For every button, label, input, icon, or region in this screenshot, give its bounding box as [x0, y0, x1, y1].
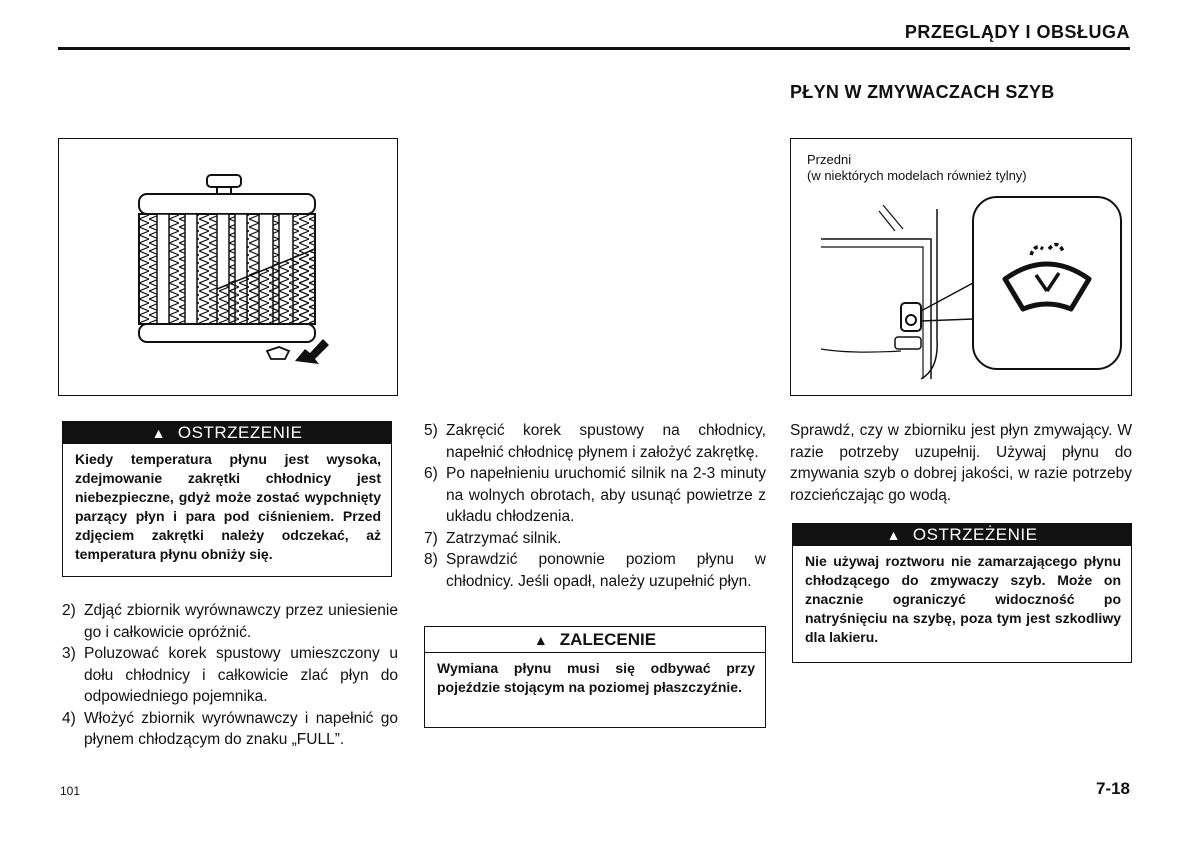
figure-caption-note: (w niektórych modelach również tylny) — [807, 168, 1027, 183]
step-text: Zakręcić korek spustowy na chłodnicy, napełnić chłodnicę płynem i założyć zakrętkę. — [446, 422, 766, 461]
radiator-illustration — [58, 138, 398, 396]
list-item — [62, 643, 398, 708]
step-number: 8) — [424, 551, 438, 568]
list-item — [62, 600, 398, 643]
page-number-left: 101 — [60, 784, 81, 798]
step-text: Poluzować korek spustowy umieszczony u dołu chłodnicy i całkowicie zlać płyn do odpowiedniego pojemnika. — [84, 645, 398, 705]
step-number: 3) — [62, 645, 76, 662]
steps-list-left — [62, 600, 398, 751]
recommendation-label: ZALECENIE — [559, 630, 657, 649]
warning-text: Kiedy temperatura płynu jest wysoka, zdejmowanie zakrętki chłodnicy jest niebezpieczne, gdyż może zostać wypchnięty parzący płyn i para pod ciśnieniem. Przed zdjęciem zakrętki należy odczekać, aż temperatura płynu obniży się. — [75, 451, 381, 562]
step-number: 5) — [424, 422, 438, 439]
warning-triangle-icon: ▲ — [533, 632, 548, 648]
step-text: Po napełnieniu uruchomić silnik na 2-3 minuty na wolnych obrotach, aby usunąć powietrze z układu chłodzenia. — [446, 465, 766, 525]
step-number: 6) — [424, 465, 438, 482]
washer-fluid-paragraph: Sprawdź, czy w zbiorniku jest płyn zmywający. W razie potrzeby uzupełnij. Używaj płynu do zmywania szyb o dobrej jakości, w razie potrzeby rozcieńczając go wodą. — [790, 422, 1132, 504]
header-divider — [58, 47, 1130, 50]
step-text: Sprawdzić ponownie poziom płynu w chłodnicy. Jeśli opadł, należy uzupełnić płyn. — [446, 551, 766, 590]
list-item — [62, 708, 398, 751]
warning-label: OSTRZEŻENIE — [912, 525, 1038, 544]
recommendation-header — [425, 627, 765, 653]
warning-header — [793, 524, 1131, 546]
warning-text: Nie używaj roztworu nie zamarzającego płynu chłodzącego do zmywaczy szyb. Może on znacznie ograniczyć widoczność po natryśnięciu na szybę, poza tym jest szkodliwy dla lakieru. — [805, 553, 1121, 645]
step-number: 2) — [62, 602, 76, 619]
page-number: 7-18 — [1095, 779, 1130, 798]
warning-box-hot-coolant — [62, 421, 392, 577]
washer-reservoir-illustration — [790, 138, 1132, 396]
recommendation-text: Wymiana płynu musi się odbywać przy pojeździe stojącym na poziomej płaszczyźnie. — [437, 660, 755, 695]
warning-header — [63, 422, 391, 444]
warning-label: OSTRZEZENIE — [177, 423, 303, 442]
section-title: PŁYN W ZMYWACZACH SZYB — [790, 82, 1055, 102]
list-item — [424, 549, 766, 592]
washer-drawing — [791, 139, 1133, 397]
list-item — [424, 463, 766, 528]
step-text: Włożyć zbiornik wyrównawczy i napełnić go płynem chłodzącym do znaku „FULL”. — [84, 709, 398, 748]
warning-triangle-icon: ▲ — [886, 527, 901, 543]
section-header: PRZEGLĄDY I OBSŁUGA — [904, 22, 1130, 42]
step-number: 4) — [62, 709, 76, 727]
step-text: Zatrzymać silnik. — [446, 529, 562, 547]
step-text: Zdjąć zbiornik wyrównawczy przez uniesienie go i całkowicie opróżnić. — [84, 602, 398, 641]
figure-caption-front: Przedni — [807, 152, 852, 167]
list-item — [424, 420, 766, 463]
radiator-drawing — [59, 139, 399, 397]
recommendation-box — [424, 626, 766, 728]
steps-list-middle — [424, 420, 766, 592]
list-item — [424, 528, 766, 550]
warning-triangle-icon: ▲ — [151, 425, 166, 441]
step-number: 7) — [424, 529, 438, 547]
warning-box-antifreeze — [792, 523, 1132, 663]
